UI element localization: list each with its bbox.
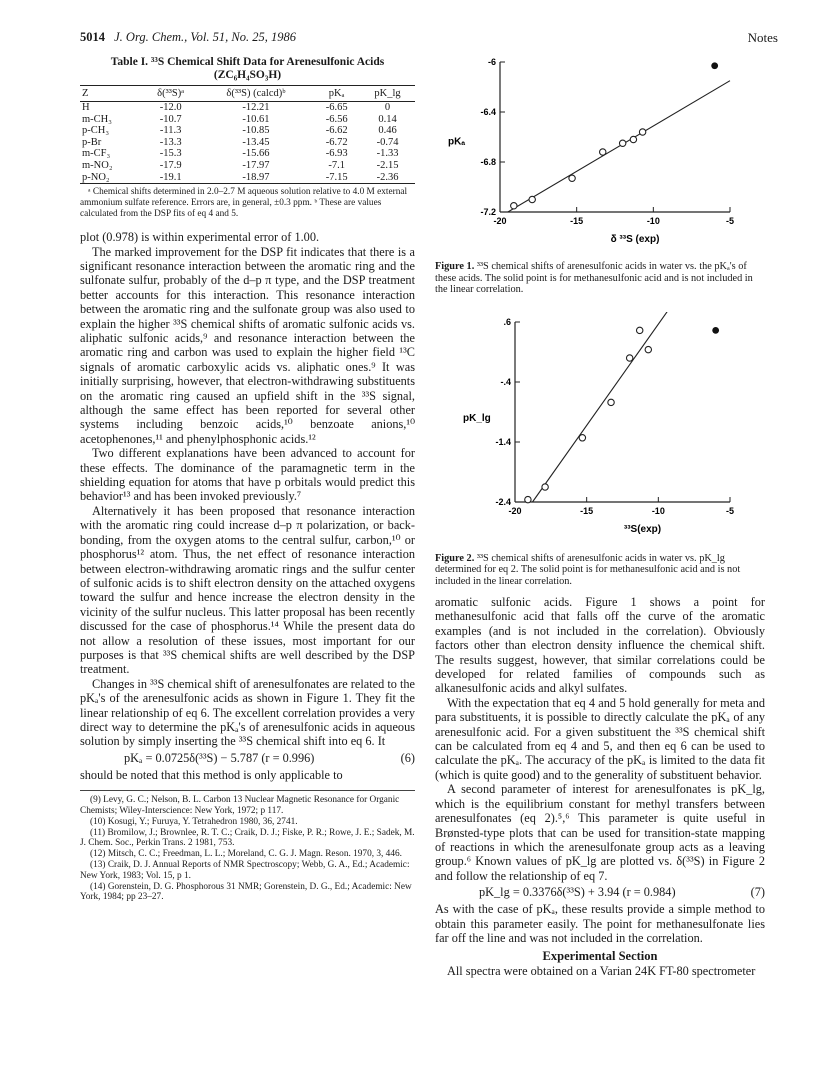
- x-axis-label: δ ³³S (exp): [610, 234, 660, 245]
- table-cell: p-CH₃: [82, 125, 109, 137]
- table-cell: 0: [384, 102, 391, 113]
- table-cell: -6.93: [325, 148, 348, 160]
- table-cell: H: [82, 102, 90, 113]
- table-row: [80, 160, 415, 172]
- y-tick-label: -7.2: [480, 207, 496, 217]
- reference: (14) Gorenstein, D. G. Phosphorous 31 NMR; Gorenstein, D. G., Ed.; Academic: New York, 1984; pp 23–27.: [80, 881, 412, 903]
- table-row: [80, 172, 415, 184]
- table-cell: -17.97: [242, 159, 270, 171]
- table-cell: -10.85: [242, 125, 270, 137]
- reference: (9) Levy, G. C.; Nelson, B. L. Carbon 13 Nuclear Magnetic Resonance for Organic Chemists; Wiley-Interscience: New York, 1972; p 117.: [80, 795, 400, 816]
- table-cell: -6.72: [325, 136, 348, 148]
- table-cell: -10.7: [159, 113, 182, 125]
- outlier-point: [711, 62, 718, 69]
- reference: (11) Bromilow, J.; Brownlee, R. T. C.; Craik, D. J.; Fiske, P. R.; Rowe, J. E.; Sadek, M. J. Chem. Soc., Perkin Trans. 2 1981, 753.: [80, 827, 415, 849]
- table-cell: -11.3: [159, 125, 182, 137]
- column-header: δ(³³S)ᵃ: [157, 88, 185, 99]
- data-point: [639, 129, 645, 135]
- table-cell: m-NO₂: [82, 159, 113, 171]
- y-tick-label: -.4: [500, 376, 511, 387]
- data-point: [608, 399, 614, 405]
- column-header: pK_lg: [374, 88, 401, 99]
- table-cell: -15.3: [159, 148, 182, 160]
- equation-6: pKₐ = 0.0725δ(³³S) − 5.787 (r = 0.996) (6): [124, 750, 415, 765]
- y-axis-label: pKₐ: [448, 136, 466, 148]
- left-body: [80, 230, 415, 782]
- data-point: [525, 496, 531, 502]
- table-cell: -12.21: [242, 102, 270, 113]
- data-point: [600, 149, 606, 155]
- x-tick-label: -5: [725, 216, 735, 226]
- reference: (10) Kosugi, Y.; Furuya, Y. Tetrahedron 1980, 36, 2741.: [90, 816, 298, 827]
- left-column: [80, 56, 415, 903]
- data-point: [569, 175, 575, 181]
- table-cell: p-Br: [82, 136, 102, 148]
- x-axis-label: ³³S(exp): [623, 523, 662, 535]
- data-point: [637, 327, 643, 333]
- fit-line: [508, 81, 730, 212]
- data-point: [626, 354, 632, 360]
- y-tick-label: -6.8: [480, 157, 496, 167]
- data-point: [529, 196, 535, 202]
- table-cell: -18.97: [242, 171, 270, 183]
- right-body: [435, 595, 765, 945]
- figure-1-chart: [435, 56, 765, 256]
- experimental-text: All spectra were obtained on a Varian 24K FT-80 spectrometer: [447, 964, 756, 979]
- data-point: [645, 346, 651, 352]
- right-column: [435, 56, 765, 979]
- data-point: [579, 434, 585, 440]
- reference: (13) Craik, D. J. Annual Reports of NMR Spectroscopy; Webb, G. A., Ed.; Academic: New York, 1983; Vol. 15, p 1.: [80, 859, 410, 881]
- y-tick-label: -6.4: [480, 107, 496, 117]
- x-tick-label: -15: [570, 216, 584, 226]
- table-cell: -2.15: [376, 159, 399, 171]
- paragraph: plot (0.978) is within experimental error of 1.00.: [80, 230, 320, 245]
- table-cell: -15.66: [242, 148, 270, 160]
- paragraph: Changes in ³³S chemical shift of arenesulfonates are related to the pKₐ's of the arenesulfonic acids as shown in Figure 1. They fit the linear relationship of eq 6. The excellent correlation provides a very direct way to determine the pKₐ's of arenesulfonic acids in aqueous solution by simply inserting the ³³S chemical shift into eq 6. It: [80, 676, 415, 749]
- table-cell: m-CF₃: [82, 148, 111, 160]
- table-cell: -1.33: [376, 148, 399, 160]
- column-header: Z: [82, 88, 89, 99]
- table-row: [80, 137, 415, 149]
- table-cell: -19.1: [159, 171, 182, 183]
- table-cell: -7.1: [328, 159, 345, 171]
- references: [80, 790, 415, 903]
- table-cell: -6.65: [325, 102, 348, 113]
- y-tick-label: -2.4: [495, 496, 511, 507]
- paragraph: As with the case of pKₐ, these results provide a simple method to obtain this parameter easily. The point for methanesulfonate lies far off the line and was not included in the correlation.: [435, 902, 765, 945]
- y-axis-label: pK_lg: [463, 412, 491, 424]
- table-cell: 0.14: [378, 113, 397, 125]
- x-tick-label: -10: [651, 505, 665, 516]
- table-cell: -12.0: [159, 102, 182, 113]
- paragraph: Alternatively it has been proposed that resonance interaction with the aromatic ring could increase d–p π polarization, or back-bonding, from the oxygen atoms to the central sulfur, carbon,¹⁰ or phosphorus¹² atom. Thus, the net effect of resonance interaction between electron-withdrawing aromatic rings and the sulfur center of sulfonic acids is to shift electron density on the attached oxygens toward the sulfur and hence increase the electron density in the vicinity of the sulfur nucleus. This latter proposal has been recently discussed for the case of phosphorus.¹⁴ While the present data do not allow a resolution of these issues, most important for our purposes is that ³³S chemical shifts are well described by the DSP treatment.: [80, 503, 415, 677]
- paragraph: The marked improvement for the DSP fit indicates that there is a significant resonance interaction between the aromatic ring and the sulfonate sulfur, probably of the d–p π type, and the DSP treatment better accounts for this interaction. This resonance interaction between the aromatic ring and the sulfonate group was also used to explain the higher ³³S chemical shifts of aromatic sulfonic acids vs. aliphatic sulfonic acids,⁹ and resonance interaction between the aromatic ring and carbon was used to explain the higher field ¹³C signals of aromatic carboxylic acids vs. aliphatic ones.⁹ It was initially surprising, however, that electron-withdrawing substituents on the aromatic ring caused an upfield shift in the ³³S signal, although the same effect has been reported for several other systems including benzoic acids,¹⁰ benzoate anions,¹⁰ acetophenones,¹¹ and phenylphosphonic acids.¹²: [80, 244, 415, 446]
- table-row: [80, 114, 415, 126]
- data-point: [542, 483, 548, 489]
- table-cell: 0.46: [378, 125, 397, 137]
- data-point: [511, 203, 517, 209]
- fit-line: [532, 312, 670, 502]
- table-cell: -7.15: [325, 171, 348, 183]
- experimental-section-title: Experimental Section: [542, 949, 658, 964]
- table-title: Table I. ³³S Chemical Shift Data for Arenesulfonic Acids (ZC₆H₄SO₃H): [110, 56, 385, 81]
- figure-1-caption: Figure 1. ³³S chemical shifts of arenesulfonic acids in water vs. the pKₐ's of these acids. The solid point is for methanesulfonic acid and is not included in the linear correlation.: [435, 261, 753, 295]
- journal-citation: J. Org. Chem., Vol. 51, No. 25, 1986: [114, 30, 296, 44]
- paragraph: aromatic sulfonic acids. Figure 1 shows a point for methanesulfonic acid that falls off the curve of the aromatic examples (and is not included in the correlation). Obviously factors other than electron density influence the chemical shift. The results suggest, however, that similar correlations could be developed for related families of compounds such as alkanesulfonic acids and alkyl sulfates.: [435, 595, 765, 696]
- table-cell: m-CH₃: [82, 113, 112, 125]
- paragraph: should be noted that this method is only applicable to: [80, 767, 343, 782]
- paragraph: Two different explanations have been advanced to account for these effects. The dominance of the paramagnetic term in the shielding equation for atoms that have p orbitals would predict this behavior¹³ and has been invoked previously.⁷: [80, 446, 415, 504]
- table-cell: -0.74: [376, 136, 399, 148]
- outlier-point: [712, 327, 719, 334]
- table-row: [80, 125, 415, 137]
- table-cell: -6.62: [325, 125, 348, 137]
- running-header: [80, 30, 296, 45]
- column-header: δ(³³S) (calcd)ᵇ: [226, 88, 286, 99]
- section-label: Notes: [747, 30, 778, 45]
- y-tick-label: -1.4: [495, 436, 511, 447]
- chemical-shift-table: [80, 85, 415, 184]
- table-cell: p-NO₂: [82, 171, 110, 183]
- table-cell: -17.9: [159, 159, 182, 171]
- y-tick-label: .6: [503, 316, 511, 327]
- equation-7: pK_lg = 0.3376δ(³³S) + 3.94 (r = 0.984) (7): [479, 885, 765, 900]
- paragraph: A second parameter of interest for arenesulfonates is pK_lg, which is the equilibrium constant for methyl transfers between arenesulfonates (eq 2).⁵,⁶ This parameter is quite useful in Brønsted-type plots that can be used for transition-state mapping of reactions in which the arenesulfonate group acts as a leaving group.⁶ Known values of pK_lg are plotted vs. δ(³³S) in Figure 2 and follow the relationship of eq 7.: [435, 782, 765, 883]
- reference: (12) Mitsch, C. C.; Freedman, L. L.; Moreland, C. G. J. Magn. Reson. 1970, 3, 446.: [90, 849, 402, 860]
- data-point: [619, 140, 625, 146]
- figure-2-caption: Figure 2. ³³S chemical shifts of arenesulfonic acids in water vs. pK_lg determined for eq 2. The solid point is for methanesulfonic acid and is not included in the linear correlation.: [435, 552, 741, 587]
- data-point: [630, 136, 636, 142]
- table-row: [80, 102, 415, 114]
- column-header: pKₐ: [328, 88, 345, 99]
- x-tick-label: -5: [725, 505, 735, 516]
- table-cell: -10.61: [242, 113, 270, 125]
- x-tick-label: -10: [646, 216, 660, 226]
- x-tick-label: -20: [508, 505, 522, 516]
- figure-2-chart: [435, 312, 765, 548]
- table-cell: -6.56: [325, 113, 348, 125]
- x-tick-label: -20: [493, 216, 507, 226]
- y-tick-label: -6: [487, 57, 496, 67]
- table-cell: -2.36: [376, 171, 399, 183]
- paragraph: With the expectation that eq 4 and 5 hold generally for meta and para substituents, it is possible to directly calculate the pKₐ of any arenesulfonic acid. For a given substituent the ³³S chemical shift can be calculated from eq 4 and 5, and then eq 6 can be used to calculate the pKₐ. The accuracy of the pKₐ is limited to the data fit (which is quite good) and to the generality of substituent behavior.: [435, 695, 765, 782]
- table-cell: -13.3: [159, 136, 182, 148]
- table-footnote: ᵃ Chemical shifts determined in 2.0–2.7 M aqueous solution relative to 4.0 M external ammonium sulfate reference. Errors are, in general, ±0.3 ppm. ᵇ These are values calculated from the DSP fits of eq 4 and 5.: [80, 187, 408, 220]
- table-row: [80, 148, 415, 160]
- page-number: 5014: [80, 30, 105, 44]
- table-cell: -13.45: [242, 136, 270, 148]
- x-tick-label: -15: [580, 505, 594, 516]
